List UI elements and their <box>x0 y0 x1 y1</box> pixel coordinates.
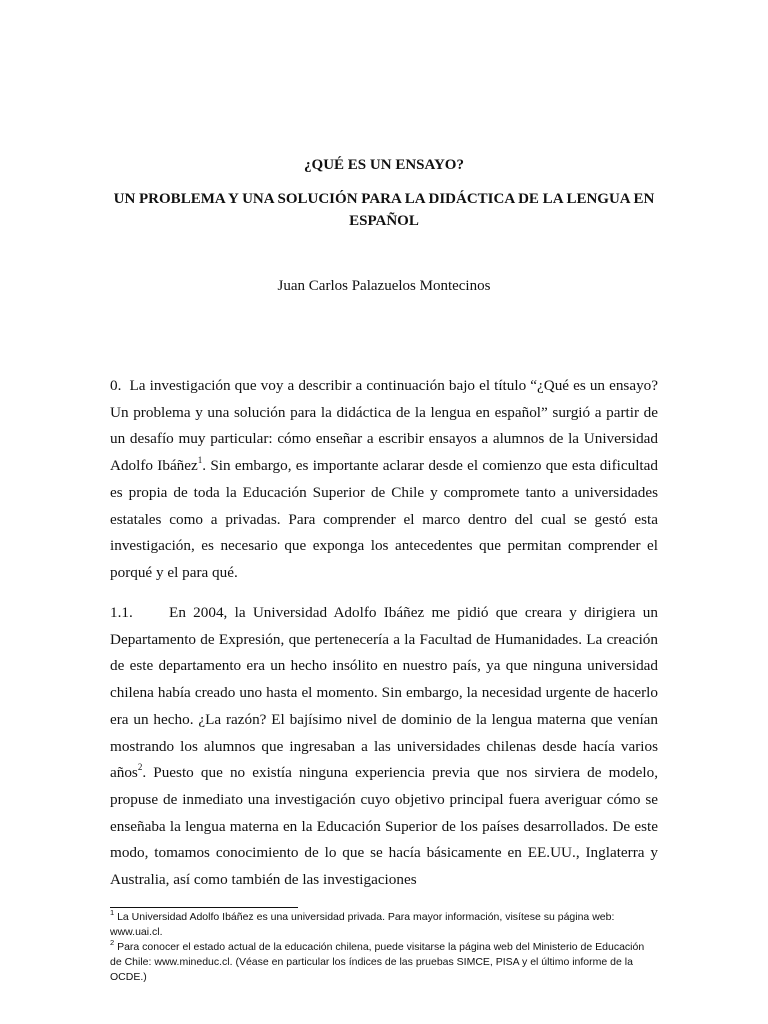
document-title: ¿QUÉ ES UN ENSAYO? <box>304 157 464 173</box>
footnote-1 <box>110 907 658 940</box>
document-subtitle: UN PROBLEMA Y UNA SOLUCIÓN PARA LA DIDÁCTICA DE LA LENGUA EN ESPAÑOL <box>113 191 655 229</box>
paragraph-text: 0. La investigación que voy a describir a continuación bajo el título “¿Qué es un ensayo? Un problema y una solución para la didáctica de la lengua en español” surgió a partir de un desafío muy particular: cómo enseñar a escribir ensayos a alumnos de la Universidad Adolfo Ibáñez <box>110 377 658 475</box>
footnote-reference-2: 2 <box>137 762 143 773</box>
footnote-separator <box>110 907 298 908</box>
paragraph-text: . Sin embargo, es importante aclarar desde el comienzo que esta dificultad es propia de toda la Educación Superior de Chile y compromete tanto a universidades estatales como a privadas. Para comprender el marco dentro del cual se gestó esta investigación, es necesario que exponga los antecedentes que permitan comprender el porqué y el para qué. <box>110 457 658 581</box>
footnote-number: 2 <box>110 937 115 947</box>
body-paragraph-0 <box>110 373 658 587</box>
footnote-text: Para conocer el estado actual de la educación chilena, puede visitarse la página web del Ministerio de Educación de Chile: www.mineduc.cl. (Véase en particular los índices de las pruebas SIMCE, PISA y el último informe de la OCDE.) <box>110 941 645 983</box>
footnote-2 <box>110 937 658 985</box>
author-name: Juan Carlos Palazuelos Montecinos <box>277 278 491 294</box>
footnote-reference-1: 1 <box>197 455 203 466</box>
footnotes <box>110 907 658 985</box>
footnote-number: 1 <box>110 907 115 917</box>
paragraph-text: 1.1. En 2004, la Universidad Adolfo Ibáñez me pidió que creara y dirigiera un Departamento de Expresión, que pertenecería a la Facultad de Humanidades. La creación de este departamento era un hecho insólito en nuestro país, ya que ninguna universidad chilena había creado uno hasta el momento. Sin embargo, la necesidad urgente de hacerlo era un hecho. ¿La razón? El bajísimo nivel de dominio de la lengua materna que venían mostrando los alumnos que ingresaban a las universidades chilenas desde hacía varios años <box>110 604 658 782</box>
footnote-text: La Universidad Adolfo Ibáñez es una universidad privada. Para mayor información, visítese su página web: www.uai.cl. <box>110 911 615 938</box>
body-paragraph-1-1 <box>110 600 658 894</box>
paragraph-text: . Puesto que no existía ninguna experiencia previa que nos sirviera de modelo, propuse de inmediato una investigación cuyo objetivo principal fuera averiguar cómo se enseñaba la lengua materna en la Educación Superior de los países desarrollados. De este modo, tomamos conocimiento de lo que se hacía básicamente en EE.UU., Inglaterra y Australia, así como también de las investigaciones <box>110 764 658 889</box>
